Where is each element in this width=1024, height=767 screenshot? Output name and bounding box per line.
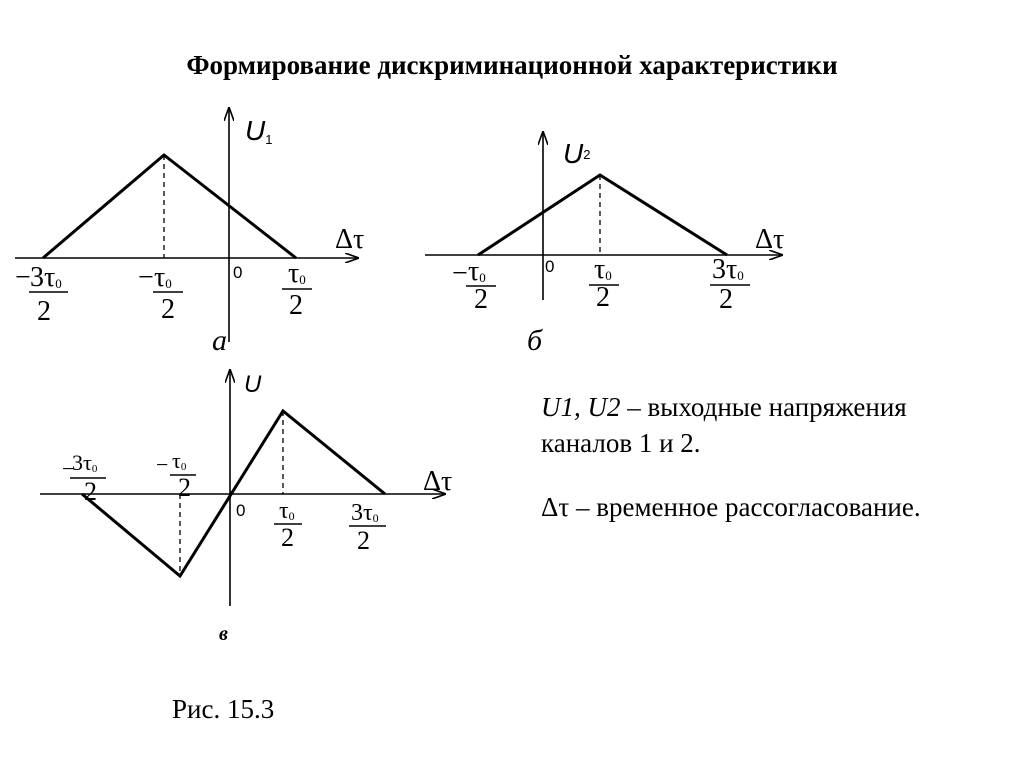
legend-text-3: – временное рассогласование.: [569, 492, 921, 522]
svg-text:−: −: [15, 262, 31, 293]
svg-text:2: 2: [37, 296, 51, 327]
svg-text:−: −: [138, 262, 154, 293]
panel-c-tick-1: [62, 450, 106, 506]
panel-a: [15, 108, 364, 357]
legend-text-1: – выходные напряжения: [620, 392, 907, 422]
panel-c-origin: 0: [236, 501, 246, 520]
panel-a-origin: 0: [233, 263, 243, 282]
svg-text:−: −: [452, 258, 468, 289]
panel-b-x-label: Δτ: [755, 224, 785, 255]
svg-text:2: 2: [357, 526, 370, 555]
svg-text:3τ0: 3τ0: [712, 254, 744, 285]
svg-text:3τ0: 3τ0: [72, 450, 98, 475]
panel-a-x-label: Δτ: [335, 224, 365, 255]
legend-line-2: каналов 1 и 2.: [541, 428, 701, 458]
svg-text:τ0: τ0: [154, 262, 172, 293]
panel-a-tick-2: [138, 262, 183, 325]
svg-text:τ0: τ0: [288, 258, 306, 289]
panel-c-x-label: Δτ: [423, 466, 453, 497]
svg-text:3τ0: 3τ0: [351, 500, 379, 526]
svg-text:τ0: τ0: [172, 448, 187, 473]
legend-line-3: [541, 492, 921, 523]
figure-caption: Рис. 15.3: [172, 694, 275, 724]
panel-b-tick-1: [452, 256, 496, 315]
svg-text:3τ0: 3τ0: [30, 262, 62, 293]
svg-text:τ0: τ0: [468, 256, 486, 287]
svg-text:−: −: [62, 456, 75, 481]
svg-text:τ0: τ0: [279, 498, 295, 524]
panel-b-tick-3: [710, 254, 750, 315]
panel-a-y-label: U1: [245, 115, 273, 147]
legend-symbol-dtau: Δτ: [541, 492, 570, 522]
panel-b-tick-2: [589, 254, 619, 313]
svg-text:2: 2: [161, 294, 175, 325]
panel-c-label: в: [219, 623, 228, 645]
legend-line-1: [541, 392, 907, 423]
panel-c: [40, 370, 452, 645]
panel-a-label: а: [212, 324, 227, 357]
svg-text:τ0: τ0: [594, 254, 612, 285]
panel-c-y-label: U: [244, 371, 262, 398]
panel-b: [425, 132, 784, 357]
panel-b-y-label: U2: [563, 138, 591, 169]
svg-text:2: 2: [474, 284, 488, 315]
panel-c-tick-4: [349, 500, 386, 555]
legend-symbols-u: U1, U2: [541, 392, 621, 422]
panel-c-tick-3: [274, 498, 302, 552]
svg-text:2: 2: [289, 290, 303, 321]
svg-text:2: 2: [719, 284, 733, 315]
svg-text:2: 2: [281, 523, 294, 552]
svg-text:2: 2: [596, 282, 610, 313]
panel-b-label: б: [527, 324, 543, 357]
svg-text:−: −: [156, 452, 169, 477]
svg-text:2: 2: [84, 477, 97, 506]
panel-a-curve: [43, 155, 296, 258]
panel-b-curve: [478, 175, 727, 255]
svg-text:2: 2: [178, 473, 191, 502]
page-title: Формирование дискриминационной характеристики: [186, 50, 838, 80]
panel-a-tick-1: [15, 262, 68, 327]
panel-a-tick-3: [282, 258, 312, 321]
panel-b-origin: 0: [545, 257, 555, 276]
